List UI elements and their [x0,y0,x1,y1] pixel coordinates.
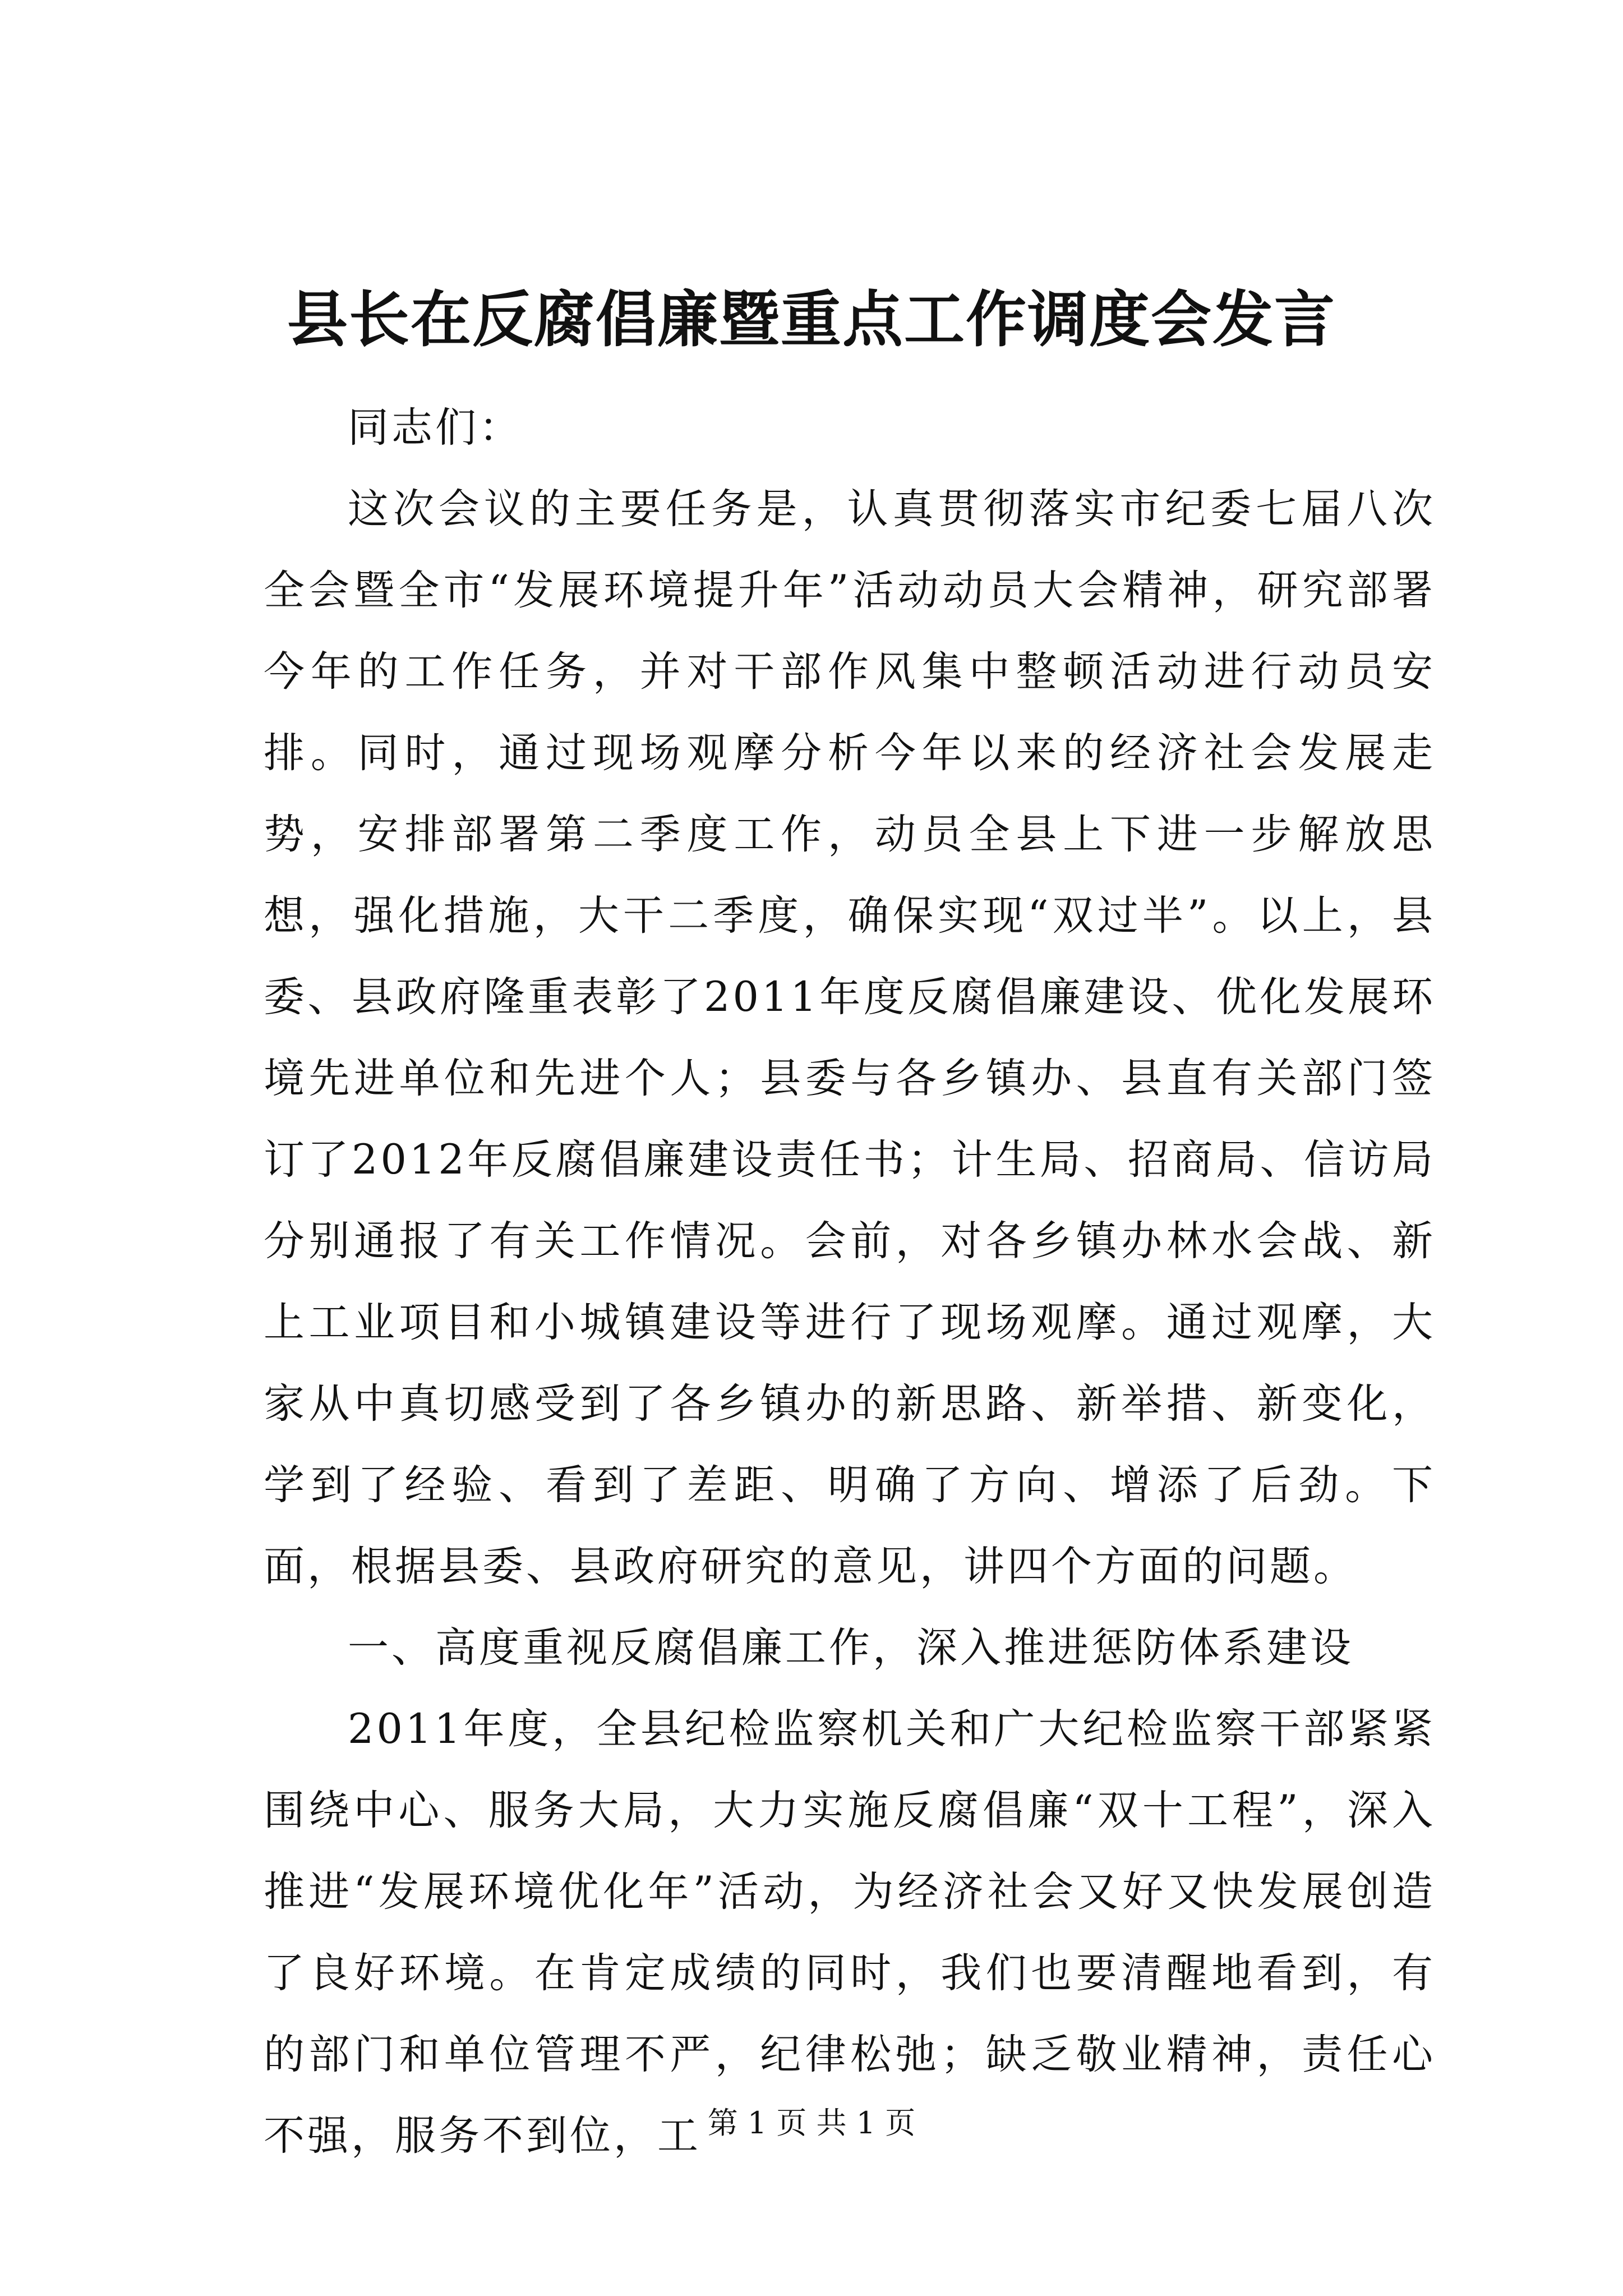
document-title: 县长在反腐倡廉暨重点工作调度会发言 [287,284,1336,355]
document-body [264,387,1436,2177]
paragraph-intro: 这次会议的主要任务是，认真贯彻落实市纪委七届八次全会暨全市“发展环境提升年”活动动员大会精神，研究部署今年的工作任务，并对干部作风集中整顿活动进行动员安排。同时，通过现场观摩分析今年以来的经济社会发展走势，安排部署第二季度工作，动员全县上下进一步解放思想，强化措施，大干二季度，确保实现“双过半”。以上，县委、县政府隆重表彰了2011年度反腐倡廉建设、优化发展环境先进单位和先进个人；县委与各乡镇办、县直有关部门签订了2012年反腐倡廉建设责任书；计生局、招商局、信访局分别通报了有关工作情况。会前，对各乡镇办林水会战、新上工业项目和小城镇建设等进行了现场观摩。通过观摩，大家从中真切感受到了各乡镇办的新思路、新举措、新变化，学到了经验、看到了差距、明确了方向、增添了后劲。下面，根据县委、县政府研究的意见，讲四个方面的问题。 [264,485,1436,1590]
section-heading-1: 一、高度重视反腐倡廉工作，深入推进惩防体系建设 [348,1624,1354,1672]
page-footer: 第 1 页 共 1 页 [707,2105,916,2141]
paragraph-section-1: 2011年度，全县纪检监察机关和广大纪检监察干部紧紧围绕中心、服务大局，大力实施反腐倡廉“双十工程”，深入推进“发展环境优化年”活动，为经济社会又好又快发展创造了良好环境。在肯定成绩的同时，我们也要清醒地看到，有的部门和单位管理不严，纪律松弛；缺乏敬业精神，责任心不强，服务不到位，工 [264,1705,1436,2160]
salutation: 同志们： [348,404,523,452]
